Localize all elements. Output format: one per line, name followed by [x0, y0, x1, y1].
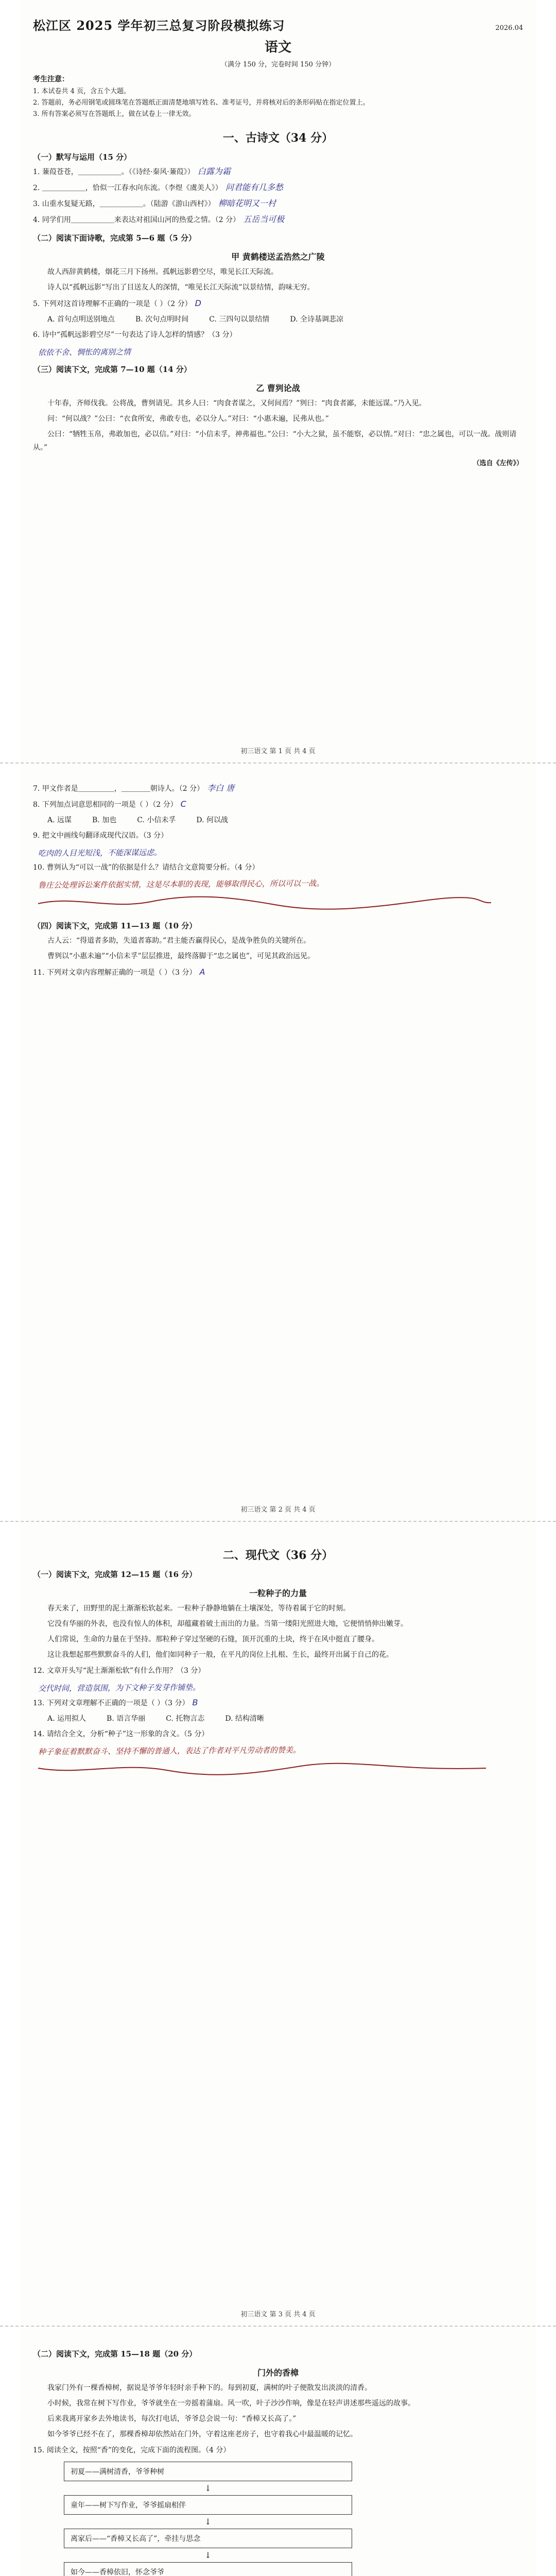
- handwritten-answer: C: [180, 799, 186, 809]
- options-row: [47, 313, 523, 326]
- question-5: 5. 下列对这首诗理解不正确的一项是（ ）（2 分） D: [33, 298, 201, 308]
- passage-paragraph: 这让我想起那些默默奋斗的人们，他们如同种子一般，在平凡的岗位上扎根、生长，最终开出属于自己的花。: [47, 1651, 393, 1659]
- question-8: 8. 下列加点词意思相同的一项是（ ）（2 分） C: [33, 799, 186, 809]
- notice-line: 1. 本试卷共 4 页，含五个大题。: [33, 88, 131, 95]
- exam-date: 2026.04: [495, 24, 523, 32]
- exam-page-1: [21, 0, 535, 762]
- handwritten-answer: D: [195, 298, 201, 308]
- passage-paragraph: 小时候，我常在树下写作业，爷爷就坐在一旁摇着蒲扇。风一吹，叶子沙沙作响，像是在轻声讲述那些遥远的故事。: [47, 2399, 415, 2408]
- handwriting-scribble: [33, 894, 496, 910]
- option: D. 结构清晰: [225, 1715, 264, 1723]
- handwritten-answer: 交代时间，营造氛围，为下文种子发芽作铺垫。: [38, 1683, 201, 1693]
- handwriting-scribble: [33, 1761, 496, 1776]
- handwritten-answer: 依依不舍、惆怅的离别之情: [38, 347, 131, 358]
- question-1: 1. 蒹葭苍苍，＿＿＿＿＿＿。（《诗经·秦风·蒹葭》） 白露为霜: [33, 166, 231, 176]
- section-title: 二、现代文（36 分）: [222, 1549, 334, 1562]
- part-title: （四）阅读下文，完成第 11—13 题（10 分）: [33, 921, 197, 930]
- passage-title: 乙 曹刿论战: [256, 383, 300, 393]
- passage-paragraph: 后来我离开家乡去外地读书，每次打电话，爷爷总会说一句：“香樟又长高了。”: [47, 2415, 297, 2423]
- notice-line: 2. 答题前，务必用钢笔或圆珠笔在答题纸正面清楚地填写姓名、准考证号，并将核对后的条形码贴在指定位置上。: [33, 99, 370, 107]
- option: A. 首句点明送别地点: [47, 315, 115, 324]
- handwritten-answer: 柳暗花明又一村: [218, 198, 276, 208]
- passage-paragraph: 它没有华丽的外表，也没有惊人的体积，却蕴藏着破土而出的力量。当第一缕阳光照进大地，它便悄悄伸出嫩芽。: [47, 1620, 408, 1628]
- passage-paragraph: 如今爷爷已经不在了，那棵香樟却依然站在门外，守着这座老房子，也守着我心中最温暖的记忆。: [47, 2430, 357, 2438]
- section-title: 一、古诗文（34 分）: [222, 131, 334, 145]
- arrow-down-icon: ↓: [204, 2550, 212, 2560]
- notice-line: 3. 所有答案必须写在答题纸上，做在试卷上一律无效。: [33, 110, 196, 118]
- page-footer: 初三语文 第 3 页 共 4 页: [240, 2311, 316, 2318]
- exam-title: 松江区 2025 学年初三总复习阶段模拟练习: [33, 18, 285, 33]
- part-title: （二）阅读下文，完成第 15—18 题（20 分）: [33, 2349, 197, 2359]
- option: B. 次句点明时间: [135, 315, 189, 324]
- question-6: 6. 诗中“孤帆远影碧空尽”一句表达了诗人怎样的情感？（3 分）: [33, 331, 237, 339]
- poem-line: 故人西辞黄鹤楼，烟花三月下扬州。孤帆远影碧空尽，唯见长江天际流。: [47, 268, 278, 276]
- poem-title: 甲 黄鹤楼送孟浩然之广陵: [231, 252, 325, 262]
- handwritten-answer: 鲁庄公处理诉讼案件依据实情，这是尽本职的表现，能够取得民心，所以可以一战。: [38, 878, 324, 890]
- exam-page-2: [21, 764, 535, 1521]
- handwritten-answer: 吃肉的人目光短浅，不能深谋远虑。: [38, 848, 162, 858]
- passage-source: （选自《左传》）: [473, 460, 523, 467]
- options-row: [47, 814, 523, 826]
- part-title: （三）阅读下文，完成第 7—10 题（14 分）: [33, 365, 192, 374]
- question-14: 14. 请结合全文，分析“种子”这一形象的含义。（5 分）: [33, 1730, 209, 1738]
- part-title: （一）默写与运用（15 分）: [33, 152, 132, 162]
- passage-paragraph: 我家门外有一棵香樟树，据说是爷爷年轻时亲手种下的。每到初夏，满树的叶子便散发出淡淡的清香。: [47, 2384, 372, 2392]
- handwritten-answer: A: [199, 967, 205, 977]
- passage-paragraph: 曹刿以“小惠未遍”“小信未孚”层层推进，最终落脚于“忠之属也”，可见其政治远见。: [47, 952, 315, 960]
- options-row: [47, 1713, 523, 1725]
- question-2: 2. ＿＿＿＿＿＿，恰似一江春水向东流。（李煜《虞美人》） 问君能有几多愁: [33, 182, 283, 192]
- question-7: 7. 甲文作者是＿＿＿＿＿，＿＿＿＿朝诗人。（2 分） 李白 唐: [33, 783, 235, 793]
- passage-paragraph: 十年春，齐师伐我。公将战，曹刿请见。其乡人曰：“肉食者谋之，又何间焉？”刿曰：“肉食者鄙，未能远谋。”乃入见。: [47, 399, 426, 408]
- exam-meta: （满分 150 分，完卷时间 150 分钟）: [220, 61, 336, 69]
- question-12: 12. 文章开头写“泥土渐渐松软”有什么作用？（3 分）: [33, 1667, 205, 1675]
- passage-paragraph: 问：“何以战？”公曰：“衣食所安，弗敢专也，必以分人。”对曰：“小惠未遍，民弗从也。”: [47, 415, 329, 423]
- passage-title: 门外的香樟: [257, 2368, 299, 2378]
- flow-box: 童年——树下写作业，爷爷摇扇相伴: [64, 2495, 352, 2515]
- option: C. 小信未孚: [137, 816, 176, 824]
- question-9: 9. 把文中画线句翻译成现代汉语。（3 分）: [33, 832, 168, 840]
- option: B. 加也: [92, 816, 117, 824]
- flow-box: 初夏——满树清香，爷爷种树: [64, 2462, 352, 2481]
- poem-line: 诗人以“孤帆远影”写出了目送友人的深情，“唯见长江天际流”以景结情，韵味无穷。: [47, 283, 315, 292]
- part-title: （一）阅读下文，完成第 12—15 题（16 分）: [33, 1570, 197, 1579]
- exam-page-4: [21, 2327, 535, 2576]
- question-3: 3. 山重水复疑无路，＿＿＿＿＿＿。（陆游《游山西村》） 柳暗花明又一村: [33, 198, 276, 208]
- subject-title: 语文: [264, 40, 291, 55]
- arrow-down-icon: ↓: [204, 2483, 212, 2493]
- passage-paragraph: 古人云：“得道者多助，失道者寡助。”君主能否赢得民心，是战争胜负的关键所在。: [47, 937, 311, 945]
- passage-title: 一粒种子的力量: [249, 1588, 307, 1598]
- question-4: 4. 同学们用＿＿＿＿＿＿来表达对祖国山河的热爱之情。（2 分） 五岳当可极: [33, 214, 285, 224]
- option: B. 语言华丽: [107, 1715, 146, 1723]
- handwritten-answer: 问君能有几多愁: [225, 182, 283, 192]
- page-footer: 初三语文 第 1 页 共 4 页: [240, 748, 316, 755]
- handwritten-answer: 种子象征着默默奋斗、坚持不懈的普通人，表达了作者对平凡劳动者的赞美。: [38, 1745, 301, 1757]
- option: C. 三四句以景结情: [209, 315, 270, 324]
- arrow-down-icon: ↓: [204, 2517, 212, 2527]
- option: D. 何以战: [196, 816, 228, 824]
- option: D. 全诗基调悲凉: [290, 315, 343, 324]
- question-11: 11. 下列对文章内容理解正确的一项是（ ）（3 分） A: [33, 967, 205, 977]
- handwritten-answer: 白露为霜: [197, 166, 231, 176]
- flow-box: 如今——香樟依旧，怀念爷爷: [64, 2562, 352, 2576]
- passage-paragraph: 公曰：“牺牲玉帛，弗敢加也，必以信。”对曰：“小信未孚，神弗福也。”公曰：“小大之狱，虽不能察，必以情。”对曰：“忠之属也，可以一战。战则请从。”: [33, 430, 517, 452]
- question-15: 15. 阅读全文，按照“香”的变化，完成下面的流程图。（4 分）: [33, 2446, 231, 2454]
- handwritten-answer: 李白 唐: [207, 783, 235, 793]
- page-footer: 初三语文 第 2 页 共 4 页: [240, 1506, 316, 1514]
- handwritten-answer: 五岳当可极: [243, 214, 285, 224]
- question-10: 10. 曹刿认为“可以一战”的依据是什么？请结合文意简要分析。（4 分）: [33, 863, 259, 872]
- flow-box: 离家后——“香樟又长高了”，牵挂与思念: [64, 2529, 352, 2548]
- header-row: [33, 15, 523, 33]
- part-title: （二）阅读下面诗歌，完成第 5—6 题（5 分）: [33, 233, 196, 243]
- option: A. 远谋: [47, 816, 72, 824]
- handwritten-answer: B: [192, 1698, 198, 1707]
- passage-paragraph: 春天来了，田野里的泥土渐渐松软起来。一粒种子静静地躺在土壤深处，等待着属于它的时刻。: [47, 1604, 350, 1613]
- exam-page-3: [21, 1522, 535, 2326]
- question-13: 13. 下列对文章理解不正确的一项是（ ）（3 分） B: [33, 1698, 198, 1707]
- flow-chart: [64, 2462, 352, 2576]
- option: C. 托物言志: [166, 1715, 205, 1723]
- notice-title: 考生注意：: [33, 75, 69, 83]
- option: A. 运用拟人: [47, 1715, 86, 1723]
- passage-paragraph: 人们常说，生命的力量在于坚持。那粒种子穿过坚硬的石缝，顶开沉重的土块，终于在风中挺直了腰身。: [47, 1635, 379, 1643]
